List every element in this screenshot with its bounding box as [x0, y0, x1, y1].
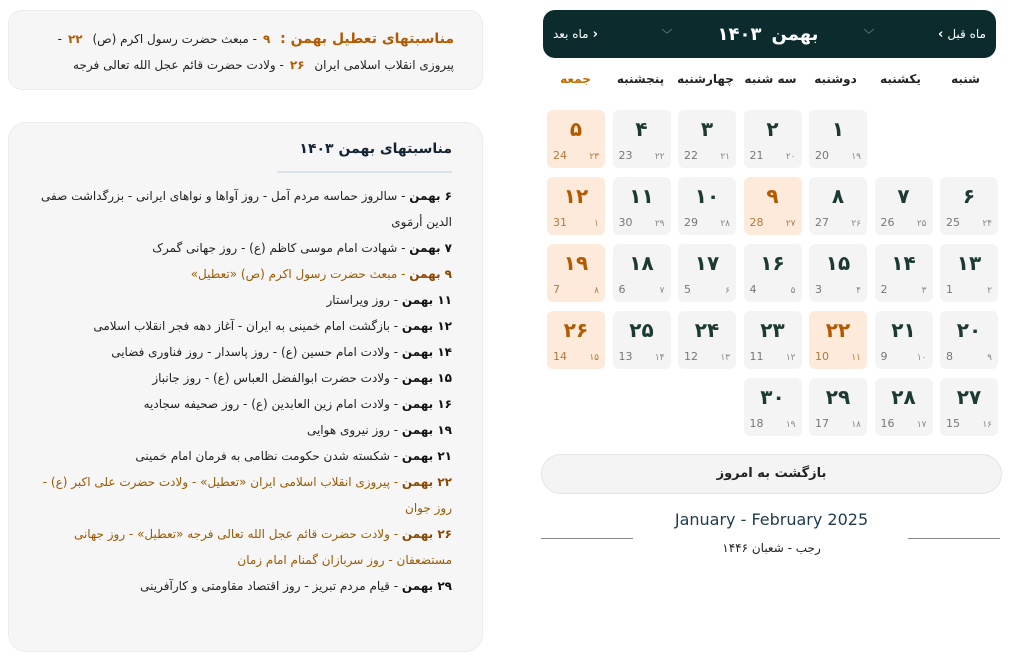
event-day: ۱۵ بهمن — [401, 371, 452, 385]
weekday-friday: جمعه — [560, 72, 591, 86]
event-text: - روز ویراستار — [326, 293, 402, 307]
weekday-monday: دوشنبه — [814, 72, 857, 86]
weekday-tuesday: سه شنبه — [744, 72, 797, 86]
event-day: ۲۶ بهمن — [401, 527, 452, 541]
day-cell[interactable] — [678, 311, 736, 369]
gregorian-day: 3 — [815, 283, 822, 296]
gregorian-day: 9 — [880, 350, 888, 363]
hijri-day: ۲۱ — [720, 152, 730, 162]
year-dropdown-chevron-icon[interactable]: ﹀ — [661, 28, 673, 41]
persian-day: ۱۷ — [694, 251, 720, 275]
gregorian-day: 4 — [749, 283, 757, 296]
gregorian-range: January - February 2025 — [674, 510, 869, 529]
hijri-day: ۸ — [594, 286, 599, 296]
hijri-day: ۱۹ — [785, 420, 796, 430]
hijri-day: ۱۱ — [851, 353, 861, 363]
event-item — [29, 469, 452, 521]
gregorian-day: 30 — [618, 216, 633, 229]
event-text: - روز نیروی هوایی — [306, 423, 402, 437]
day-cell[interactable] — [547, 311, 605, 369]
holidays-summary-card — [8, 10, 483, 90]
persian-day: ۱۶ — [760, 251, 785, 275]
events-card — [8, 122, 483, 652]
hijri-day: ۲۴ — [982, 219, 992, 229]
day-cell[interactable] — [744, 311, 802, 369]
persian-day: ۲۱ — [891, 318, 916, 342]
gregorian-day: 8 — [946, 350, 953, 363]
holiday-day-number: ۲۶ — [289, 58, 305, 72]
holiday-text: - مبعث حضرت رسول اکرم (ص) — [92, 32, 257, 46]
event-day: ۱۱ بهمن — [401, 293, 452, 307]
calendar-header — [543, 10, 996, 58]
holidays-summary-line-1 — [29, 26, 454, 78]
hijri-day: ۱۷ — [916, 420, 927, 430]
persian-day: ۲۳ — [760, 318, 785, 342]
persian-day: ۲۶ — [563, 318, 589, 342]
empty-cell — [875, 110, 933, 168]
event-item — [29, 261, 452, 287]
hijri-day: ۱۴ — [654, 353, 665, 363]
gregorian-day: 24 — [553, 149, 567, 162]
gregorian-day: 28 — [749, 216, 764, 229]
day-cell[interactable] — [613, 244, 671, 302]
event-day: ۹ بهمن — [409, 267, 452, 281]
persian-day: ۲۰ — [956, 318, 982, 342]
hijri-day: ۳ — [921, 286, 927, 296]
event-day: ۷ بهمن — [409, 241, 452, 255]
divider — [277, 171, 452, 173]
hijri-day: ۶ — [725, 286, 730, 296]
day-cell[interactable] — [809, 378, 867, 436]
event-item — [29, 365, 452, 391]
holidays-summary-title: مناسبتهای تعطیل بهمن : — [280, 31, 454, 47]
gregorian-day: 22 — [684, 149, 698, 162]
persian-day: ۱۴ — [891, 251, 916, 275]
gregorian-day: 18 — [749, 417, 764, 430]
event-day: ۲۱ بهمن — [401, 449, 452, 463]
hijri-day: ۱۳ — [720, 353, 730, 363]
gregorian-day: 15 — [946, 417, 960, 430]
day-cell[interactable] — [613, 311, 671, 369]
event-day: ۱۴ بهمن — [401, 345, 452, 359]
day-cell[interactable] — [940, 244, 998, 302]
persian-day: ۲۸ — [891, 385, 916, 409]
weekday-saturday: شنبه — [951, 72, 980, 86]
event-day: ۱۶ بهمن — [401, 397, 452, 411]
gregorian-day: 25 — [946, 216, 960, 229]
persian-day: ۱۳ — [956, 251, 982, 275]
event-text: - شکسته شدن حکومت نظامی به فرمان امام خمینی — [135, 449, 402, 463]
day-cell[interactable] — [875, 311, 933, 369]
hijri-day: ۱۲ — [785, 353, 796, 363]
event-item — [29, 287, 452, 313]
next-month-button[interactable] — [553, 27, 598, 42]
holiday-text: - ولادت حضرت قائم عجل الله تعالی فرجه — [73, 58, 284, 72]
event-day: ۱۲ بهمن — [401, 319, 452, 333]
day-cell[interactable] — [678, 177, 736, 235]
holiday-text: - پیروزی انقلاب اسلامی ایران — [57, 32, 454, 72]
hijri-day: ۲۰ — [785, 152, 796, 162]
hijri-range: رجب - شعبان ۱۴۴۶ — [722, 541, 821, 555]
day-cell[interactable] — [940, 177, 998, 235]
day-cell[interactable] — [678, 244, 736, 302]
hijri-day: ۱۰ — [916, 353, 927, 363]
day-cell[interactable] — [678, 110, 736, 168]
hijri-day: ۲۷ — [785, 219, 796, 229]
gregorian-day: 23 — [618, 149, 633, 162]
hijri-day: ۱۸ — [851, 420, 861, 430]
weekday-sunday: یکشنبه — [880, 72, 921, 86]
weekday-header-row — [543, 72, 998, 94]
gregorian-day: 17 — [815, 417, 829, 430]
month-dropdown-chevron-icon[interactable]: ﹀ — [863, 28, 875, 41]
event-item — [29, 235, 452, 261]
event-item — [29, 521, 452, 573]
hijri-day: ۴ — [856, 286, 861, 296]
month-year-selector — [662, 24, 875, 45]
chevron-right-icon: › — [592, 26, 598, 42]
calendar-grid — [543, 110, 998, 436]
prev-month-label: ماه قبل — [947, 27, 986, 41]
gregorian-day: 5 — [684, 283, 691, 296]
divider-right — [908, 538, 1000, 539]
gregorian-day: 29 — [684, 216, 698, 229]
persian-day: ۱۸ — [629, 251, 654, 275]
holiday-day-number: ۲۲ — [67, 32, 83, 46]
day-cell[interactable] — [809, 244, 867, 302]
event-text: - ولادت امام حسین (ع) - روز پاسدار - روز فناوری فضایی — [111, 345, 402, 359]
event-text: - مبعث حضرت رسول اکرم (ص) «تعطیل» — [190, 267, 410, 281]
gregorian-day: 31 — [553, 216, 567, 229]
event-day: ۱۹ بهمن — [401, 423, 452, 437]
hijri-day: ۹ — [987, 353, 992, 363]
persian-day: ۲۷ — [956, 385, 982, 409]
hijri-day: ۱۹ — [851, 152, 861, 162]
hijri-day: ۱ — [594, 219, 599, 229]
day-cell[interactable] — [744, 177, 802, 235]
weekday-thursday: پنجشنبه — [616, 72, 665, 86]
persian-day: ۹ — [766, 184, 779, 208]
chevron-left-icon: ‹ — [937, 26, 944, 42]
event-day: ۲۲ بهمن — [401, 475, 452, 489]
hijri-day: ۲۵ — [916, 219, 927, 229]
persian-day: ۸ — [831, 184, 845, 208]
persian-day: ۵ — [569, 117, 583, 141]
gregorian-day: 16 — [880, 417, 895, 430]
event-day: ۲۹ بهمن — [401, 579, 452, 593]
persian-day: ۱۹ — [563, 251, 589, 275]
hijri-day: ۷ — [659, 286, 665, 296]
day-cell[interactable] — [547, 177, 605, 235]
event-text: - ولادت حضرت قائم عجل الله تعالی فرجه «تعطیل» - روز جهانی مستضعفان - روز سربازان گمنام امام زمان — [73, 527, 452, 567]
persian-day: ۲۴ — [694, 318, 720, 342]
hijri-day: ۲۸ — [720, 219, 730, 229]
hijri-day: ۲۲ — [654, 152, 665, 162]
gregorian-day: 10 — [815, 350, 829, 363]
day-cell[interactable] — [809, 110, 867, 168]
gregorian-day: 21 — [749, 149, 764, 162]
divider-left — [541, 538, 633, 539]
persian-day: ۱۵ — [825, 251, 851, 275]
gregorian-day: 7 — [553, 283, 560, 296]
persian-day: ۱ — [831, 117, 845, 141]
gregorian-day: 27 — [815, 216, 829, 229]
back-to-today-button[interactable]: بازگشت به امروز — [541, 454, 1002, 494]
weekday-wednesday: چهارشنبه — [677, 72, 734, 86]
event-text: - پیروزی انقلاب اسلامی ایران «تعطیل» - ولادت حضرت علی اکبر (ع) - روز جوان — [42, 475, 452, 515]
persian-day: ۲ — [766, 117, 779, 141]
day-cell[interactable] — [875, 177, 933, 235]
day-cell[interactable] — [547, 110, 605, 168]
event-item — [29, 339, 452, 365]
events-list — [29, 183, 452, 599]
persian-day: ۷ — [897, 184, 910, 208]
event-item — [29, 573, 452, 599]
persian-day: ۱۱ — [629, 184, 654, 208]
next-month-label: ماه بعد — [553, 27, 589, 41]
persian-day: ۴ — [635, 117, 648, 141]
prev-month-button[interactable] — [938, 27, 986, 42]
hijri-day: ۱۶ — [982, 420, 992, 430]
hijri-day: ۲۳ — [589, 152, 599, 162]
day-cell[interactable] — [875, 378, 933, 436]
hijri-day: ۲۶ — [851, 219, 861, 229]
persian-day: ۶ — [962, 184, 976, 208]
gregorian-day: 2 — [880, 283, 888, 296]
day-cell[interactable] — [744, 378, 802, 436]
event-item — [29, 183, 452, 235]
event-text: - قیام مردم تبریز - روز اقتصاد مقاومتی و کارآفرینی — [140, 579, 402, 593]
persian-day: ۱۰ — [694, 184, 720, 208]
gregorian-day: 1 — [946, 283, 953, 296]
gregorian-day: 11 — [749, 350, 764, 363]
day-cell[interactable] — [809, 177, 867, 235]
persian-day: ۱۲ — [563, 184, 589, 208]
events-title: مناسبتهای بهمن ۱۴۰۳ — [299, 141, 452, 157]
gregorian-day: 6 — [618, 283, 626, 296]
hijri-day: ۱۵ — [589, 353, 599, 363]
day-cell[interactable] — [547, 244, 605, 302]
persian-day: ۲۲ — [825, 318, 851, 342]
event-text: - ولادت امام زین العابدین (ع) - روز صحیفه سجادیه — [143, 397, 402, 411]
gregorian-day: 26 — [880, 216, 895, 229]
gregorian-day: 14 — [553, 350, 567, 363]
event-text: - شهادت امام موسی کاظم (ع) - روز جهانی گمرک — [152, 241, 410, 255]
event-item — [29, 313, 452, 339]
day-cell[interactable] — [940, 311, 998, 369]
day-cell[interactable] — [744, 110, 802, 168]
gregorian-day: 13 — [618, 350, 633, 363]
hijri-day: ۲ — [987, 286, 992, 296]
persian-day: ۳ — [700, 117, 714, 141]
gregorian-day: 20 — [815, 149, 829, 162]
event-text: - ولادت حضرت ابوالفضل العباس (ع) - روز جانباز — [152, 371, 402, 385]
gregorian-day: 12 — [684, 350, 698, 363]
event-item — [29, 417, 452, 443]
event-item — [29, 391, 452, 417]
day-cell[interactable] — [940, 378, 998, 436]
day-cell[interactable] — [809, 311, 867, 369]
holiday-day-number: ۹ — [262, 32, 271, 46]
day-cell[interactable] — [875, 244, 933, 302]
event-item — [29, 443, 452, 469]
event-day: ۶ بهمن — [409, 189, 452, 203]
day-cell[interactable] — [744, 244, 802, 302]
persian-day: ۲۵ — [629, 318, 654, 342]
hijri-day: ۲۹ — [654, 219, 665, 229]
day-cell[interactable] — [613, 110, 671, 168]
persian-day: ۳۰ — [760, 385, 785, 409]
hijri-day: ۵ — [790, 286, 796, 296]
month-name: بهمن — [771, 23, 819, 45]
empty-cell — [940, 110, 998, 168]
day-cell[interactable] — [613, 177, 671, 235]
event-text: - سالروز حماسه مردم آمل - روز آواها و نواهای ایرانی - بزرگداشت صفی الدین أرمَوی — [41, 189, 452, 229]
persian-day: ۲۹ — [825, 385, 851, 409]
year-value: ۱۴۰۳ — [717, 23, 762, 45]
month-year-title[interactable] — [713, 24, 824, 45]
event-text: - بازگشت امام خمینی به ایران - آغاز دهه فجر انقلاب اسلامی — [93, 319, 402, 333]
